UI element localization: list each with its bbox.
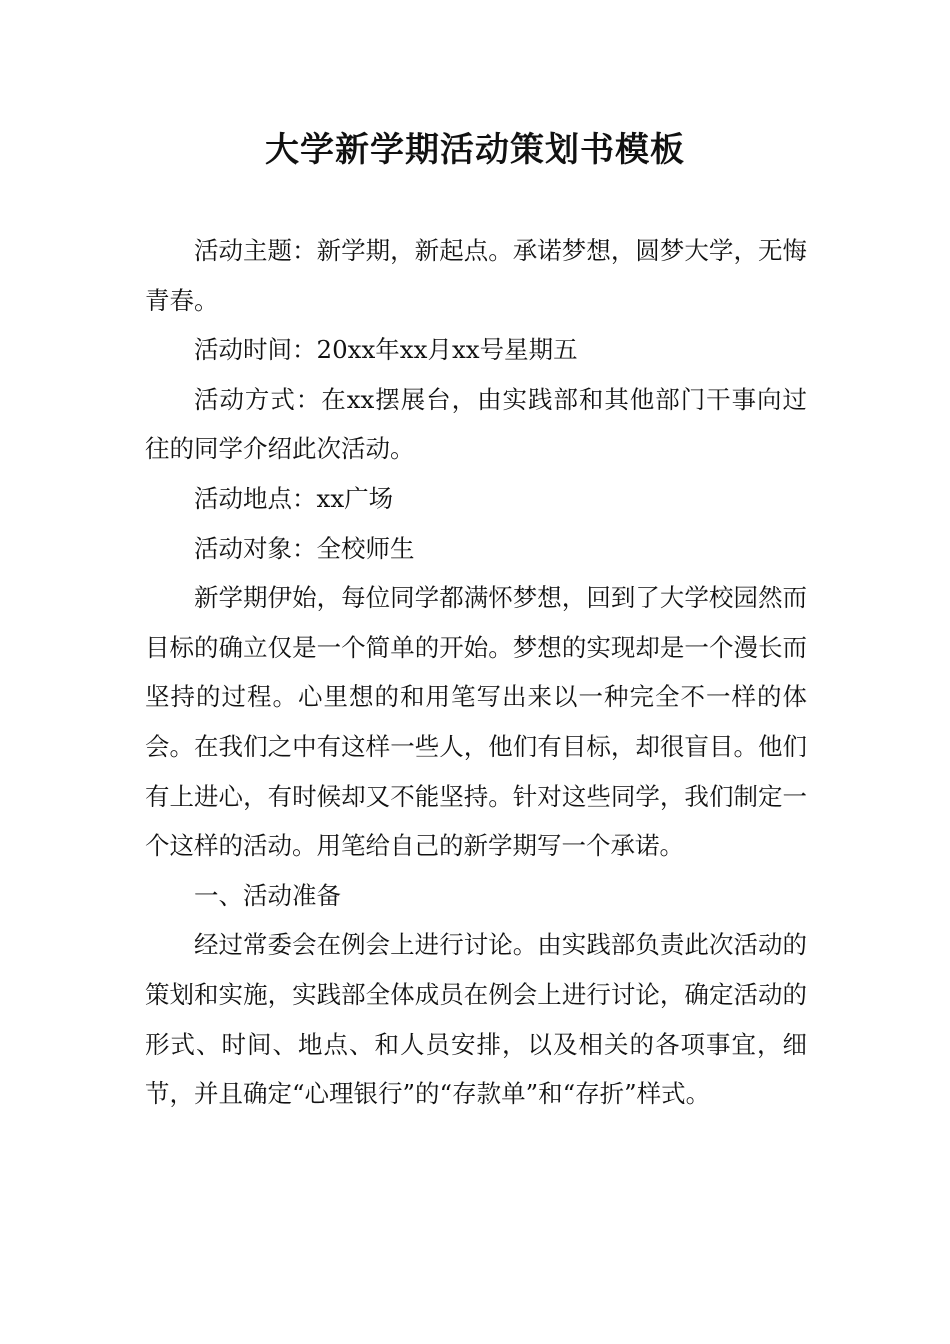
- paragraph-activity-location: 活动地点：xx广场: [194, 483, 394, 513]
- section-heading-preparation: 一、活动准备: [194, 880, 341, 910]
- paragraph-introduction: 新学期伊始，每位同学都满怀梦想，回到了大学校园然而目标的确立仅是一个简单的开始。梦想的实现却是一个漫长而坚持的过程。心里想的和用笔写出来以一种完全不一样的体会。在我们之中有这样一些人，他们有目标，却很盲目。他们有上进心，有时候却又不能坚持。针对这些同学，我们制定一个这样的活动。用笔给自己的新学期写一个承诺。: [145, 583, 807, 861]
- paragraph-preparation: 经过常委会在例会上进行讨论。由实践部负责此次活动的策划和实施，实践部全体成员在例会上进行讨论，确定活动的形式、时间、地点、和人员安排，以及相关的各项事宜，细节，并且确定“心理银行”的“存款单”和“存折”样式。: [145, 930, 807, 1109]
- document-title: 大学新学期活动策划书模板: [265, 130, 685, 170]
- paragraph-activity-method: 活动方式：在xx摆展台，由实践部和其他部门干事向过往的同学介绍此次活动。: [145, 384, 807, 464]
- document-body: [145, 226, 807, 1119]
- paragraph-activity-audience: 活动对象：全校师生: [194, 533, 415, 563]
- paragraph-activity-time: 活动时间：20xx年xx月xx号星期五: [194, 335, 578, 365]
- paragraph-activity-theme: 活动主题：新学期，新起点。承诺梦想，圆梦大学，无悔青春。: [145, 236, 807, 315]
